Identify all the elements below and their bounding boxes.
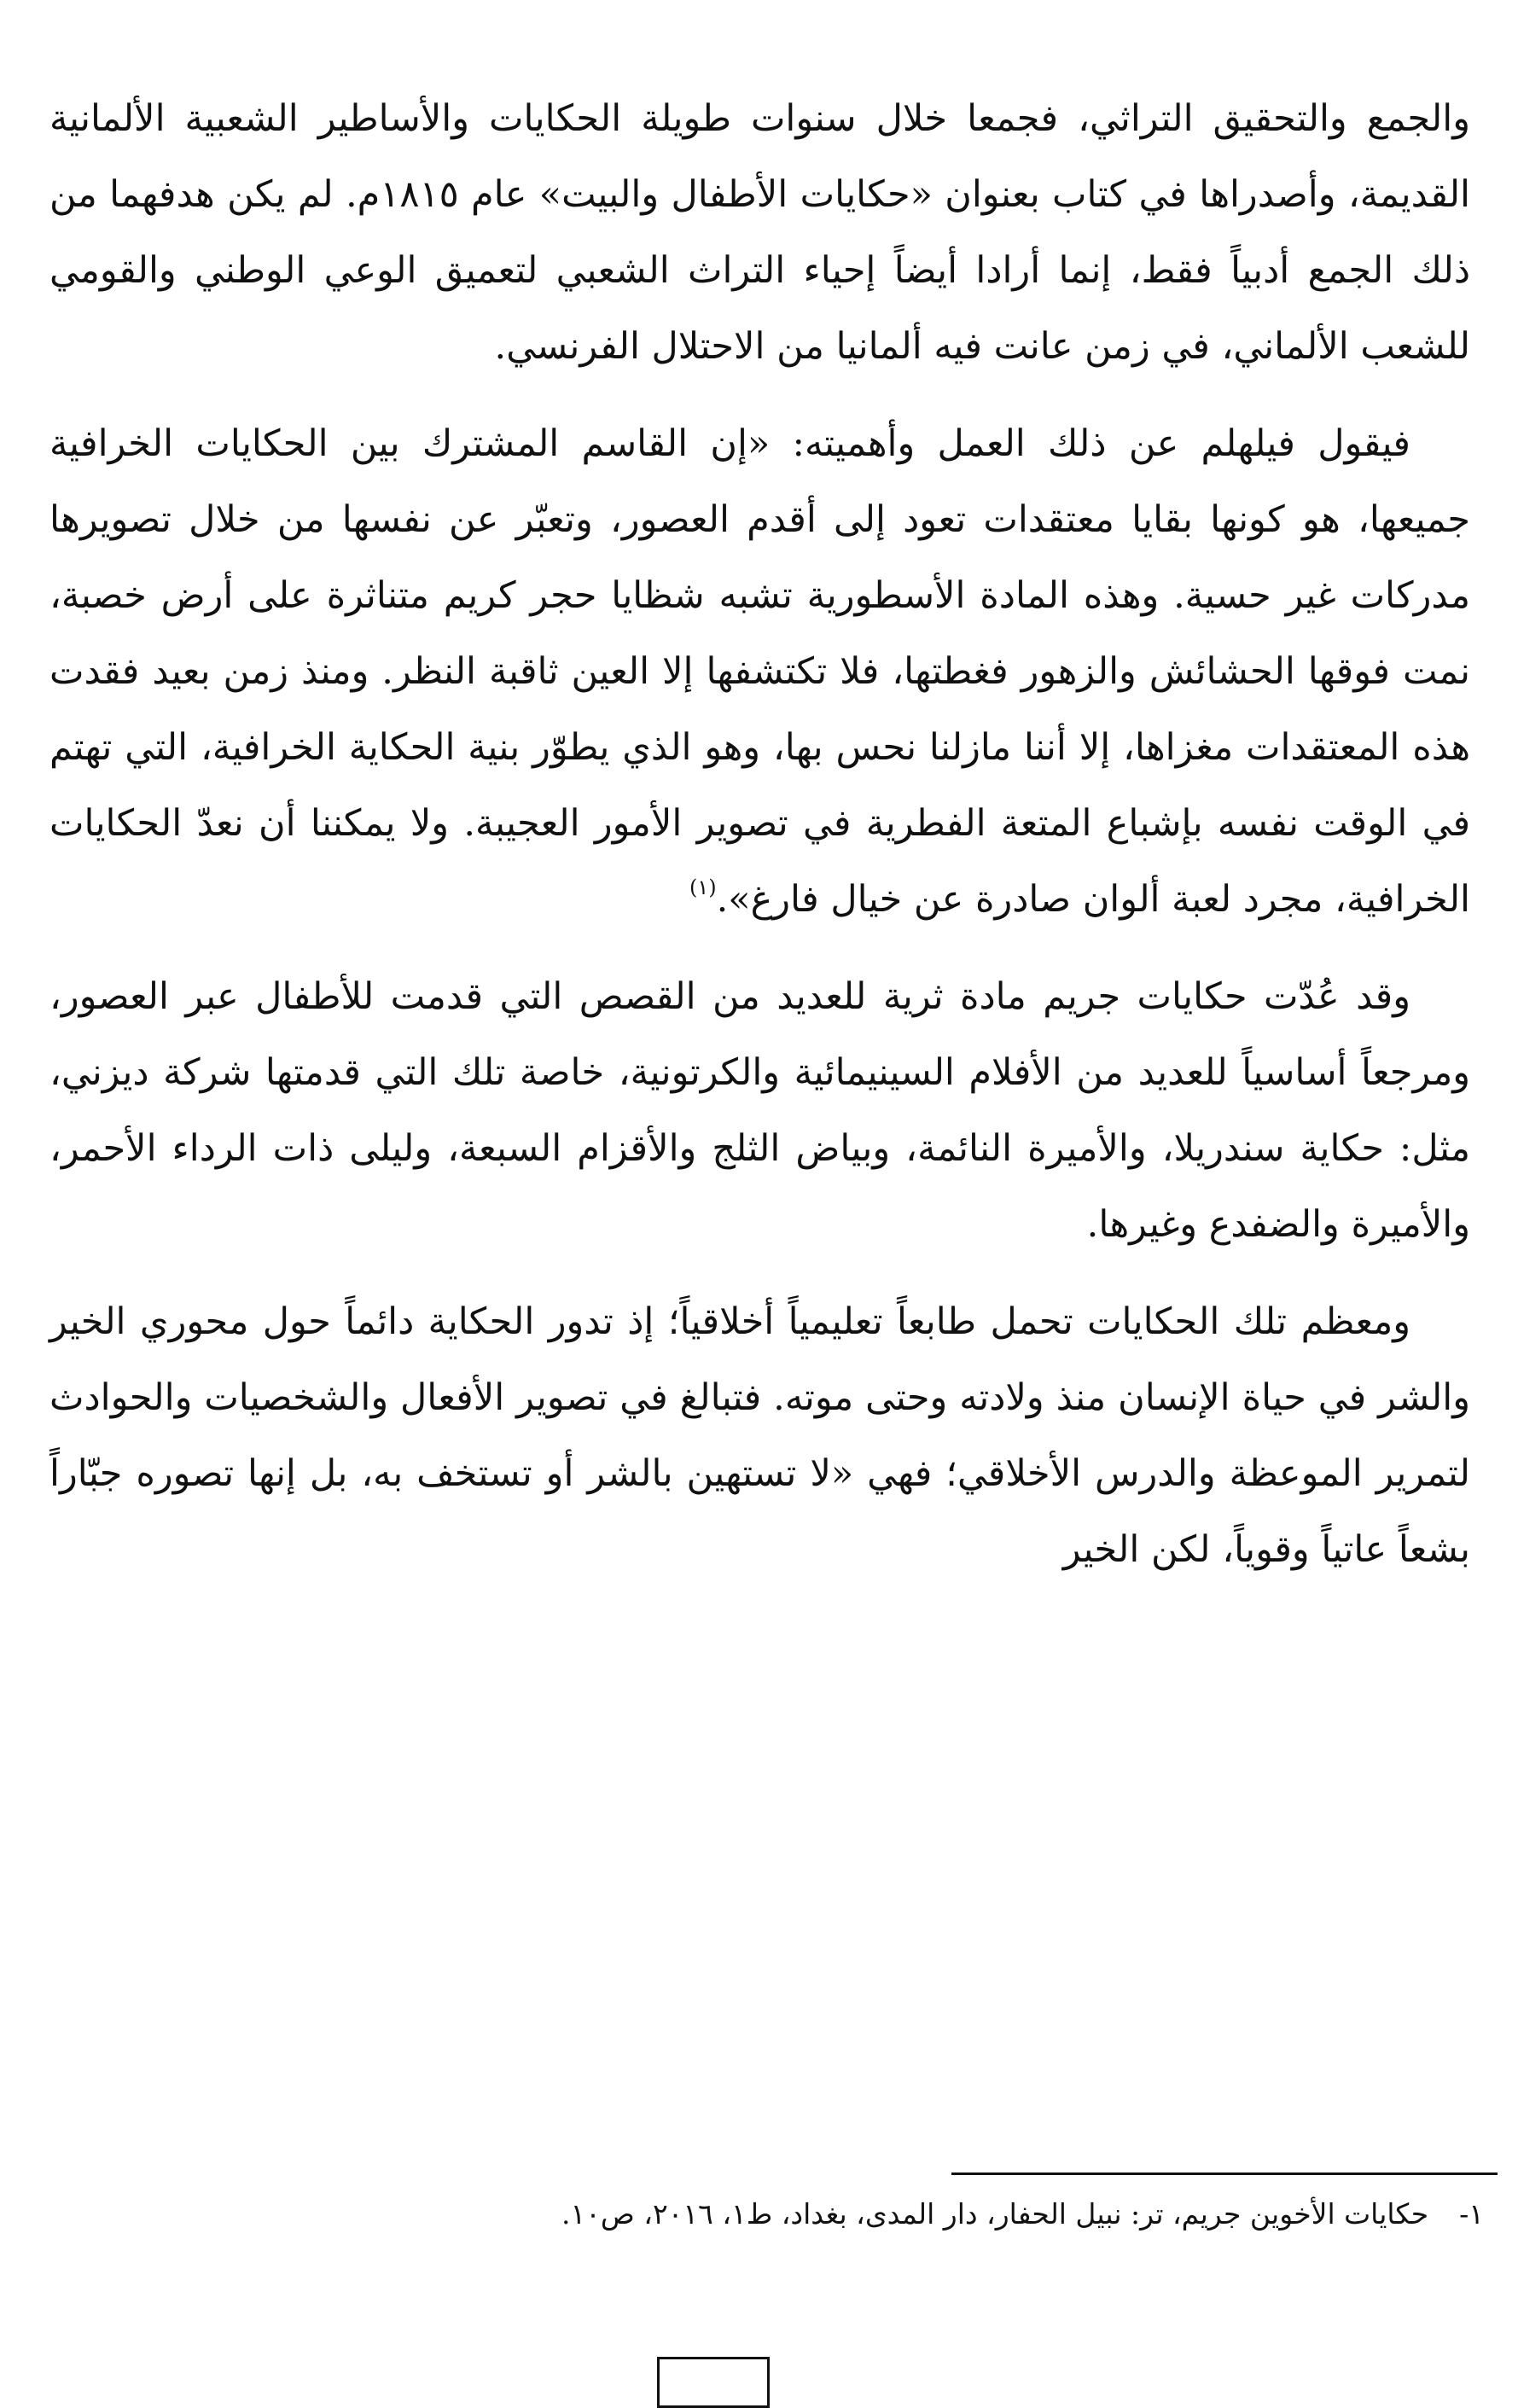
paragraph-1 bbox=[49, 81, 1470, 385]
footnote-text: حكايات الأخوين جريم، تر: نبيل الحفار، دار المدى، بغداد، ط١، ٢٠١٦، ص١٠. bbox=[561, 2197, 1429, 2231]
footnote-divider bbox=[951, 2172, 1498, 2175]
main-text bbox=[0, 81, 1518, 1609]
paragraph-3-text: وقد عُدّت حكايات جريم مادة ثرية للعديد من القصص التي قدمت للأطفال عبر العصور، ومرجعاً أساسياً للعديد من الأفلام السينيمائية والكرتونية، خاصة تلك التي قدمتها شركة ديزني، مثل: حكاية سندريلا، والأميرة النائمة، وبياض الثلج والأقزام السبعة، وليلى ذات الرداء الأحمر، والأميرة والضفدع وغيرها. bbox=[49, 975, 1470, 1246]
footnote-number: ١- bbox=[1459, 2197, 1484, 2231]
paragraph-2 bbox=[49, 406, 1470, 938]
footnote bbox=[51, 2189, 1484, 2240]
paragraph-2-text: فيقول فيلهلم عن ذلك العمل وأهميته: «إن القاسم المشترك بين الحكايات الخرافية جميعها، هو كونها بقايا معتقدات تعود إلى أقدم العصور، وتعبّر عن نفسها من خلال تصويرها مدركات غير حسية. وهذه المادة الأسطورية تشبه شظايا حجر كريم متناثرة على أرض خصبة، نمت فوقها الحشائش والزهور فغطتها، فلا تكتشفها إلا العين ثاقبة النظر. ومنذ زمن بعيد فقدت هذه المعتقدات مغزاها، إلا أننا مازلنا نحس بها، وهو الذي يطوّر بنية الحكاية الخرافية، التي تهتم في الوقت نفسه بإشباع المتعة الفطرية في تصوير الأمور العجيبة. ولا يمكننا أن نعدّ الحكايات الخرافية، مجرد لعبة ألوان صادرة عن خيال فارغ». bbox=[49, 422, 1470, 921]
page-number-box bbox=[657, 2357, 770, 2408]
paragraph-4 bbox=[49, 1284, 1470, 1588]
paragraph-1-text: والجمع والتحقيق التراثي، فجمعا خلال سنوات طويلة الحكايات والأساطير الشعبية الألمانية القديمة، وأصدراها في كتاب بعنوان «حكايات الأطفال والبيت» عام ١٨١٥م. لم يكن هدفهما من ذلك الجمع أدبياً فقط، إنما أرادا أيضاً إحياء التراث الشعبي لتعميق الوعي الوطني والقومي للشعب الألماني، في زمن عانت فيه ألمانيا من الاحتلال الفرنسي. bbox=[49, 97, 1470, 368]
paragraph-3 bbox=[49, 959, 1470, 1263]
footnote-reference[interactable]: (١) bbox=[689, 875, 717, 899]
paragraph-4-text: ومعظم تلك الحكايات تحمل طابعاً تعليمياً أخلاقياً؛ إذ تدور الحكاية دائماً حول محوري الخير والشر في حياة الإنسان منذ ولادته وحتى موته. فتبالغ في تصوير الأفعال والشخصيات والحوادث لتمرير الموعظة والدرس الأخلاقي؛ فهي «لا تستهين بالشر أو تستخف به، بل إنها تصوره جبّاراً بشعاً عاتياً وقوياً، لكن الخير bbox=[49, 1300, 1470, 1571]
